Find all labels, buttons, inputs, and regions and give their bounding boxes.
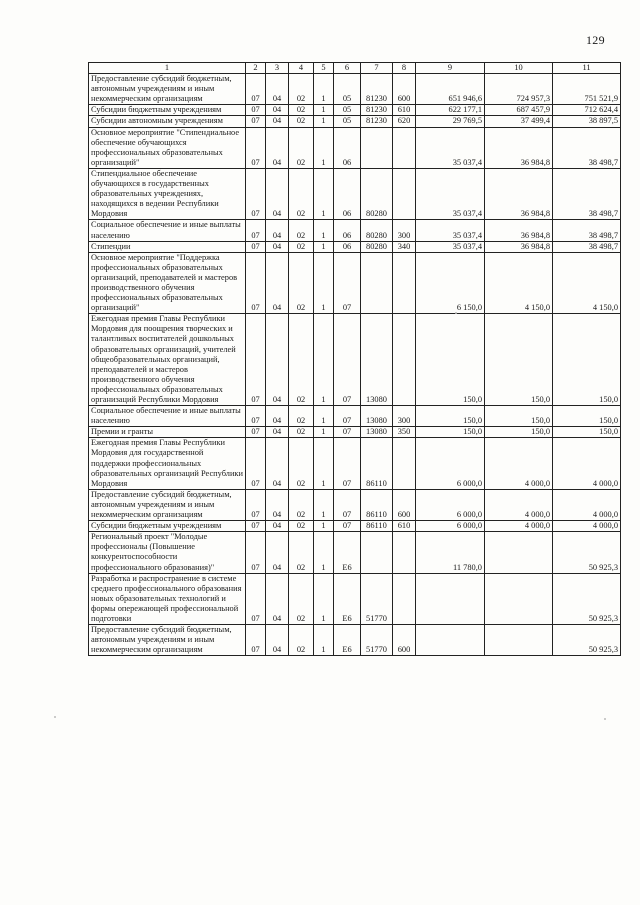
amount-year3-cell: 38 498,7	[553, 168, 621, 219]
amount-year2-cell: 36 984,8	[485, 168, 553, 219]
row-name-cell: Региональный проект "Молодые профессионалы (Повышение конкурентоспособности профессионального образования)"	[89, 532, 246, 573]
amount-year3-cell: 38 498,7	[553, 241, 621, 252]
code-section-cell: 07	[246, 105, 266, 116]
code-section-cell: 07	[246, 116, 266, 127]
amount-year2-cell: 724 957,3	[485, 74, 553, 105]
amount-year2-cell	[485, 625, 553, 656]
code-section-cell: 07	[246, 625, 266, 656]
code-event-cell: 06	[334, 241, 361, 252]
code-section-cell: 07	[246, 74, 266, 105]
code-expense-type-cell	[393, 127, 416, 168]
code-section-cell: 07	[246, 532, 266, 573]
amount-year2-cell	[485, 573, 553, 624]
amount-year1-cell	[416, 625, 485, 656]
column-header: 4	[289, 63, 314, 74]
code-direction-cell	[361, 532, 393, 573]
code-program-cell: 02	[289, 168, 314, 219]
amount-year1-cell: 150,0	[416, 406, 485, 427]
amount-year1-cell: 6 000,0	[416, 438, 485, 489]
budget-table	[88, 62, 621, 656]
table-row	[89, 116, 621, 127]
code-expense-type-cell	[393, 573, 416, 624]
table-row	[89, 625, 621, 656]
row-name-cell: Стипендиальное обеспечение обучающихся в государственных образовательных учреждениях, находящихся в ведении Республики Мордовия	[89, 168, 246, 219]
code-expense-type-cell	[393, 168, 416, 219]
code-program-cell: 02	[289, 427, 314, 438]
code-subsection-cell: 04	[266, 116, 289, 127]
amount-year3-cell: 38 897,5	[553, 116, 621, 127]
code-subprogram-cell: 1	[314, 74, 334, 105]
row-name-cell: Разработка и распространение в системе среднего профессионального образования новых образовательных технологий и формы опережающей профессиональной подготовки	[89, 573, 246, 624]
amount-year1-cell: 29 769,5	[416, 116, 485, 127]
table-row	[89, 532, 621, 573]
code-subsection-cell: 04	[266, 438, 289, 489]
amount-year1-cell: 6 150,0	[416, 252, 485, 314]
code-program-cell: 02	[289, 252, 314, 314]
amount-year1-cell: 11 780,0	[416, 532, 485, 573]
row-name-cell: Социальное обеспечение и иные выплаты населению	[89, 406, 246, 427]
code-subsection-cell: 04	[266, 220, 289, 241]
code-direction-cell: 86110	[361, 521, 393, 532]
row-name-cell: Предоставление субсидий бюджетным, автономным учреждениям и иным некоммерческим организациям	[89, 74, 246, 105]
code-program-cell: 02	[289, 74, 314, 105]
amount-year1-cell: 651 946,6	[416, 74, 485, 105]
code-event-cell: E6	[334, 625, 361, 656]
table-row	[89, 427, 621, 438]
amount-year1-cell: 35 037,4	[416, 241, 485, 252]
scan-speck	[455, 312, 457, 314]
amount-year3-cell: 50 925,3	[553, 573, 621, 624]
code-subprogram-cell: 1	[314, 241, 334, 252]
row-name-cell: Социальное обеспечение и иные выплаты населению	[89, 220, 246, 241]
row-name-cell: Ежегодная премия Главы Республики Мордовия для государственной поддержки профессиональных образовательных организаций Республики Мордовия	[89, 438, 246, 489]
code-event-cell: 06	[334, 168, 361, 219]
code-section-cell: 07	[246, 521, 266, 532]
column-header: 3	[266, 63, 289, 74]
code-event-cell: 07	[334, 252, 361, 314]
amount-year2-cell: 4 000,0	[485, 489, 553, 520]
column-header: 7	[361, 63, 393, 74]
table-row	[89, 168, 621, 219]
column-header: 1	[89, 63, 246, 74]
amount-year3-cell: 4 000,0	[553, 489, 621, 520]
code-event-cell: 07	[334, 438, 361, 489]
code-subsection-cell: 04	[266, 74, 289, 105]
amount-year3-cell: 150,0	[553, 406, 621, 427]
code-expense-type-cell: 340	[393, 241, 416, 252]
amount-year1-cell: 35 037,4	[416, 127, 485, 168]
row-name-cell: Основное мероприятие "Стипендиальное обеспечение обучающихся профессиональных образовательных организаций"	[89, 127, 246, 168]
code-subsection-cell: 04	[266, 241, 289, 252]
table-row	[89, 127, 621, 168]
column-header: 8	[393, 63, 416, 74]
amount-year1-cell: 622 177,1	[416, 105, 485, 116]
code-subprogram-cell: 1	[314, 521, 334, 532]
code-subprogram-cell: 1	[314, 406, 334, 427]
row-name-cell: Субсидии бюджетным учреждениям	[89, 521, 246, 532]
code-subprogram-cell: 1	[314, 625, 334, 656]
amount-year2-cell: 36 984,8	[485, 127, 553, 168]
amount-year1-cell: 150,0	[416, 427, 485, 438]
code-event-cell: 07	[334, 406, 361, 427]
table-body	[89, 74, 621, 656]
code-direction-cell: 86110	[361, 438, 393, 489]
amount-year3-cell: 38 498,7	[553, 220, 621, 241]
scan-speck	[54, 716, 56, 718]
column-header: 5	[314, 63, 334, 74]
code-program-cell: 02	[289, 314, 314, 406]
code-direction-cell: 81230	[361, 105, 393, 116]
code-direction-cell: 51770	[361, 573, 393, 624]
code-event-cell: 05	[334, 74, 361, 105]
code-subprogram-cell: 1	[314, 105, 334, 116]
code-subsection-cell: 04	[266, 489, 289, 520]
code-subprogram-cell: 1	[314, 489, 334, 520]
code-event-cell: 07	[334, 521, 361, 532]
code-direction-cell	[361, 127, 393, 168]
amount-year2-cell: 4 000,0	[485, 438, 553, 489]
code-event-cell: E6	[334, 573, 361, 624]
code-section-cell: 07	[246, 438, 266, 489]
code-expense-type-cell: 600	[393, 489, 416, 520]
code-program-cell: 02	[289, 105, 314, 116]
table-row	[89, 74, 621, 105]
table-row	[89, 105, 621, 116]
amount-year1-cell: 35 037,4	[416, 168, 485, 219]
table-row	[89, 438, 621, 489]
amount-year3-cell: 4 150,0	[553, 252, 621, 314]
amount-year1-cell	[416, 573, 485, 624]
code-program-cell: 02	[289, 521, 314, 532]
code-subprogram-cell: 1	[314, 532, 334, 573]
code-subsection-cell: 04	[266, 625, 289, 656]
scan-speck	[604, 718, 606, 720]
amount-year2-cell: 150,0	[485, 427, 553, 438]
table-row	[89, 241, 621, 252]
code-event-cell: 05	[334, 105, 361, 116]
code-direction-cell: 81230	[361, 74, 393, 105]
code-subprogram-cell: 1	[314, 168, 334, 219]
code-subprogram-cell: 1	[314, 220, 334, 241]
page-number: 129	[586, 33, 605, 47]
row-name-cell: Субсидии бюджетным учреждениям	[89, 105, 246, 116]
code-section-cell: 07	[246, 168, 266, 219]
code-subprogram-cell: 1	[314, 116, 334, 127]
code-subsection-cell: 04	[266, 427, 289, 438]
code-subprogram-cell: 1	[314, 438, 334, 489]
amount-year3-cell: 4 000,0	[553, 438, 621, 489]
amount-year2-cell: 37 499,4	[485, 116, 553, 127]
row-name-cell: Предоставление субсидий бюджетным, автономным учреждениям и иным некоммерческим организациям	[89, 489, 246, 520]
code-subsection-cell: 04	[266, 168, 289, 219]
code-expense-type-cell: 350	[393, 427, 416, 438]
code-event-cell: 06	[334, 220, 361, 241]
table-row	[89, 220, 621, 241]
code-section-cell: 07	[246, 220, 266, 241]
code-subprogram-cell: 1	[314, 314, 334, 406]
code-section-cell: 07	[246, 241, 266, 252]
code-subsection-cell: 04	[266, 314, 289, 406]
row-name-cell: Субсидии автономным учреждениям	[89, 116, 246, 127]
code-direction-cell: 51770	[361, 625, 393, 656]
code-program-cell: 02	[289, 489, 314, 520]
column-header: 10	[485, 63, 553, 74]
code-event-cell: 07	[334, 427, 361, 438]
code-direction-cell: 13080	[361, 406, 393, 427]
code-event-cell: 05	[334, 116, 361, 127]
code-program-cell: 02	[289, 573, 314, 624]
amount-year2-cell: 150,0	[485, 314, 553, 406]
code-program-cell: 02	[289, 406, 314, 427]
row-name-cell: Предоставление субсидий бюджетным, автономным учреждениям и иным некоммерческим организациям	[89, 625, 246, 656]
code-section-cell: 07	[246, 252, 266, 314]
code-subsection-cell: 04	[266, 406, 289, 427]
row-name-cell: Ежегодная премия Главы Республики Мордовия для поощрения творческих и талантливых воспитателей дошкольных образовательных организаций, учителей общеобразовательных организаций, преподавателей и мастеров производственного обучения профессиональных образовательных организаций Республики Мордовия	[89, 314, 246, 406]
code-expense-type-cell	[393, 314, 416, 406]
code-subprogram-cell: 1	[314, 427, 334, 438]
code-event-cell: 07	[334, 489, 361, 520]
amount-year3-cell: 751 521,9	[553, 74, 621, 105]
amount-year2-cell: 36 984,8	[485, 220, 553, 241]
amount-year2-cell: 4 150,0	[485, 252, 553, 314]
code-section-cell: 07	[246, 573, 266, 624]
code-program-cell: 02	[289, 220, 314, 241]
table-row	[89, 314, 621, 406]
row-name-cell: Основное мероприятие "Поддержка профессиональных образовательных организаций, преподавателей и мастеров производственного обучения профессиональных образовательных организаций"	[89, 252, 246, 314]
code-event-cell: 06	[334, 127, 361, 168]
amount-year2-cell: 4 000,0	[485, 521, 553, 532]
code-expense-type-cell	[393, 438, 416, 489]
code-program-cell: 02	[289, 241, 314, 252]
code-expense-type-cell	[393, 252, 416, 314]
table-row	[89, 406, 621, 427]
code-subsection-cell: 04	[266, 573, 289, 624]
amount-year3-cell: 150,0	[553, 314, 621, 406]
code-subprogram-cell: 1	[314, 573, 334, 624]
amount-year1-cell: 150,0	[416, 314, 485, 406]
amount-year2-cell: 150,0	[485, 406, 553, 427]
amount-year1-cell: 35 037,4	[416, 220, 485, 241]
code-direction-cell: 80280	[361, 241, 393, 252]
column-header: 2	[246, 63, 266, 74]
row-name-cell: Стипендии	[89, 241, 246, 252]
amount-year3-cell: 712 624,4	[553, 105, 621, 116]
table-row	[89, 489, 621, 520]
column-header: 9	[416, 63, 485, 74]
table-row	[89, 521, 621, 532]
column-header: 6	[334, 63, 361, 74]
amount-year2-cell: 36 984,8	[485, 241, 553, 252]
code-subprogram-cell: 1	[314, 127, 334, 168]
code-expense-type-cell: 620	[393, 116, 416, 127]
code-section-cell: 07	[246, 427, 266, 438]
amount-year1-cell: 6 000,0	[416, 489, 485, 520]
code-expense-type-cell	[393, 532, 416, 573]
code-subsection-cell: 04	[266, 532, 289, 573]
code-section-cell: 07	[246, 127, 266, 168]
amount-year3-cell: 38 498,7	[553, 127, 621, 168]
code-program-cell: 02	[289, 625, 314, 656]
code-program-cell: 02	[289, 127, 314, 168]
column-header: 11	[553, 63, 621, 74]
code-event-cell: E6	[334, 532, 361, 573]
code-expense-type-cell: 600	[393, 625, 416, 656]
code-subsection-cell: 04	[266, 521, 289, 532]
row-name-cell: Премии и гранты	[89, 427, 246, 438]
code-expense-type-cell: 610	[393, 105, 416, 116]
amount-year1-cell: 6 000,0	[416, 521, 485, 532]
code-section-cell: 07	[246, 314, 266, 406]
code-expense-type-cell: 600	[393, 74, 416, 105]
code-subsection-cell: 04	[266, 252, 289, 314]
code-expense-type-cell: 300	[393, 406, 416, 427]
code-program-cell: 02	[289, 532, 314, 573]
header-row	[89, 63, 621, 74]
code-subprogram-cell: 1	[314, 252, 334, 314]
amount-year2-cell: 687 457,9	[485, 105, 553, 116]
code-direction-cell: 81230	[361, 116, 393, 127]
code-section-cell: 07	[246, 489, 266, 520]
code-direction-cell: 80280	[361, 168, 393, 219]
code-expense-type-cell: 610	[393, 521, 416, 532]
amount-year3-cell: 150,0	[553, 427, 621, 438]
code-direction-cell: 86110	[361, 489, 393, 520]
code-direction-cell: 13080	[361, 427, 393, 438]
code-subsection-cell: 04	[266, 127, 289, 168]
code-event-cell: 07	[334, 314, 361, 406]
amount-year3-cell: 4 000,0	[553, 521, 621, 532]
code-program-cell: 02	[289, 116, 314, 127]
amount-year3-cell: 50 925,3	[553, 532, 621, 573]
code-expense-type-cell: 300	[393, 220, 416, 241]
code-section-cell: 07	[246, 406, 266, 427]
table-row	[89, 252, 621, 314]
code-direction-cell: 13080	[361, 314, 393, 406]
amount-year3-cell: 50 925,3	[553, 625, 621, 656]
code-direction-cell	[361, 252, 393, 314]
code-subsection-cell: 04	[266, 105, 289, 116]
code-program-cell: 02	[289, 438, 314, 489]
amount-year2-cell	[485, 532, 553, 573]
code-direction-cell: 80280	[361, 220, 393, 241]
table-row	[89, 573, 621, 624]
